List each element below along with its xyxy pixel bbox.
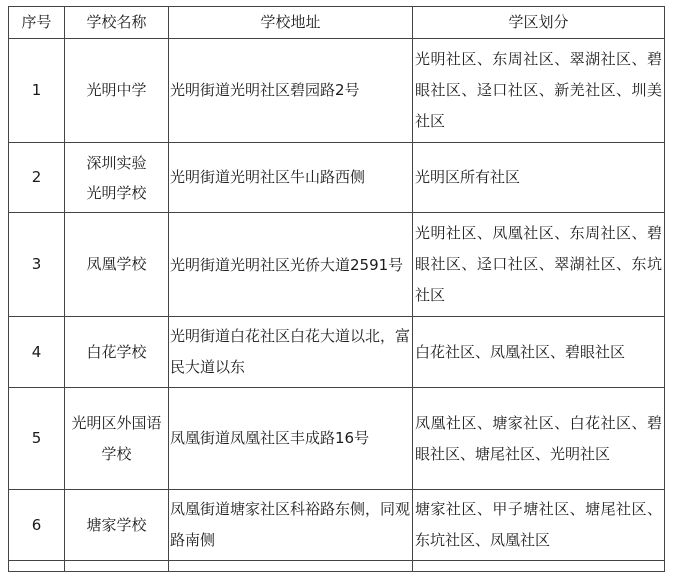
row-school-address: 凤凰街道塘家社区科裕路东侧，同观路南侧 bbox=[169, 490, 413, 561]
table-header-row bbox=[9, 7, 665, 39]
row-no: 2 bbox=[9, 143, 65, 213]
row-cell-empty bbox=[413, 561, 665, 572]
row-district: 光明社区、凤凰社区、东周社区、碧眼社区、迳口社区、翠湖社区、东坑社区 bbox=[413, 213, 665, 317]
row-school-address bbox=[169, 213, 413, 317]
row-school-address: 光明街道光明社区碧园路2号 bbox=[169, 39, 413, 143]
table-row-cutoff bbox=[9, 561, 665, 572]
row-school-name bbox=[65, 143, 169, 213]
row-district: 塘家社区、甲子塘社区、塘尾社区、东坑社区、凤凰社区 bbox=[413, 490, 665, 561]
row-no: 4 bbox=[9, 317, 65, 388]
row-cell-empty bbox=[65, 561, 169, 572]
header-school-name: 学校名称 bbox=[65, 7, 169, 39]
row-school-address: 凤凰街道凤凰社区丰成路16号 bbox=[169, 388, 413, 490]
row-district: 白花社区、凤凰社区、碧眼社区 bbox=[413, 317, 665, 388]
row-no: 1 bbox=[9, 39, 65, 143]
row-no: 6 bbox=[9, 490, 65, 561]
row-school-address: 光明街道白花社区白花大道以北，富民大道以东 bbox=[169, 317, 413, 388]
row-school-name-text: 光明区外国语学校 bbox=[71, 413, 162, 463]
row-district: 凤凰社区、塘家社区、白花社区、碧眼社区、塘尾社区、光明社区 bbox=[413, 388, 665, 490]
header-no: 序号 bbox=[9, 7, 65, 39]
school-district-table bbox=[8, 6, 665, 572]
row-school-name: 凤凰学校 bbox=[65, 213, 169, 317]
table-row bbox=[9, 490, 665, 561]
header-school-address: 学校地址 bbox=[169, 7, 413, 39]
row-cell-empty bbox=[169, 561, 413, 572]
row-no: 5 bbox=[9, 388, 65, 490]
row-school-address-text: 光明街道光明社区光侨大道2591号 bbox=[170, 255, 404, 274]
row-district: 光明社区、东周社区、翠湖社区、碧眼社区、迳口社区、新羌社区、圳美社区 bbox=[413, 39, 665, 143]
table-row bbox=[9, 143, 665, 213]
header-district: 学区划分 bbox=[413, 7, 665, 39]
row-cell-empty bbox=[9, 561, 65, 572]
row-school-address: 光明街道光明社区牛山路西侧 bbox=[169, 143, 413, 213]
table-row bbox=[9, 213, 665, 317]
row-school-name: 光明中学 bbox=[65, 39, 169, 143]
row-school-name: 白花学校 bbox=[65, 317, 169, 388]
table-row bbox=[9, 388, 665, 490]
row-district: 光明区所有社区 bbox=[413, 143, 665, 213]
row-school-name: 塘家学校 bbox=[65, 490, 169, 561]
row-no: 3 bbox=[9, 213, 65, 317]
row-school-name-text: 深圳实验光明学校 bbox=[86, 153, 147, 202]
row-school-name bbox=[65, 388, 169, 490]
table-row bbox=[9, 39, 665, 143]
table-row bbox=[9, 317, 665, 388]
